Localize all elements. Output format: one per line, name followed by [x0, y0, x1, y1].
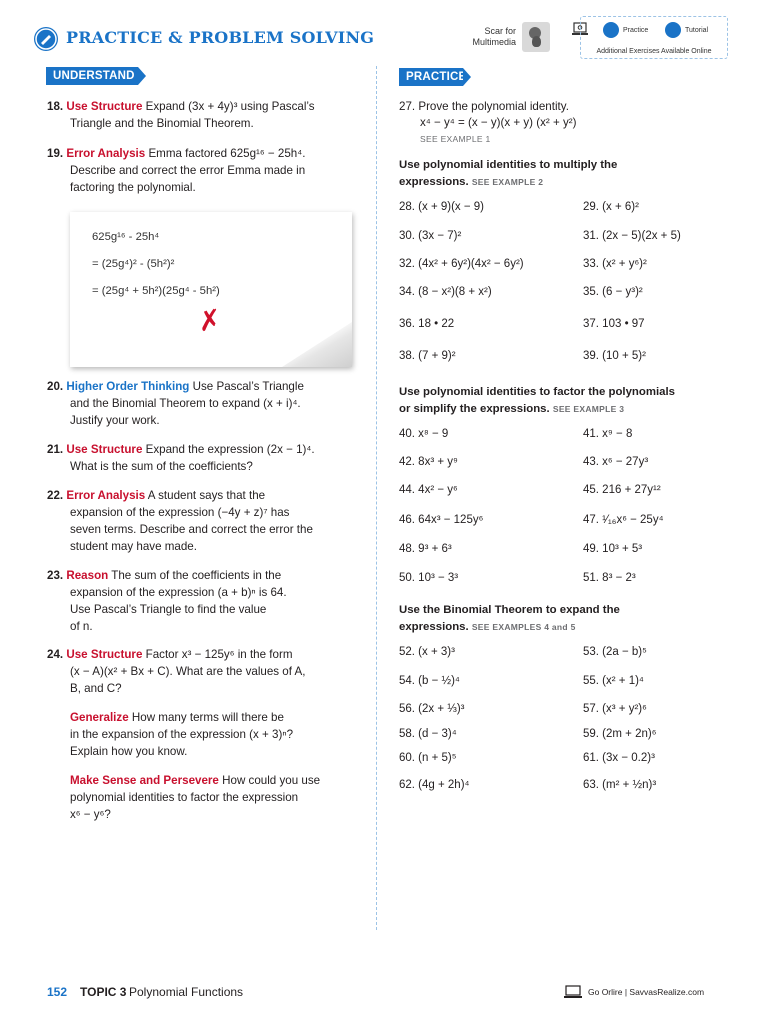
exercise-44: 44. 4x² − y⁶ [399, 484, 458, 496]
exercise-34: 34. (8 − x²)(8 + x²) [399, 286, 492, 298]
practice-icon [603, 22, 619, 38]
problem-23: 23. Reason The sum of the coefficients in the expansion of the expression (a + b)ⁿ is 64. Use Pascal’s Triangle to find the value of n. [47, 569, 287, 633]
exercise-47: 47. ¹⁄₁₆x⁶ − 25y⁴ [583, 514, 664, 526]
exercise-50: 50. 10³ − 3³ [399, 572, 459, 584]
exercise-55: 55. (x² + 1)⁴ [583, 675, 644, 687]
exercise-61: 61. (3x − 0.2)³ [583, 752, 655, 764]
exercise-54: 54. (b − ½)⁴ [399, 675, 460, 687]
online-resources-box [580, 16, 728, 59]
exercise-39: 39. (10 + 5)² [583, 350, 646, 362]
qr-scan-icon[interactable] [522, 22, 550, 52]
exercise-31: 31. (2x − 5)(2x + 5) [583, 230, 681, 242]
problem-27: 27. Prove the polynomial identity. x⁴ − y⁴ = (x − y)(x + y) (x² + y²) SEE EXAMPLE 1 [399, 100, 577, 144]
exercise-56: 56. (2x + ⅓)³ [399, 703, 465, 715]
additional-exercises-note: Additional Exercises Available Online [596, 48, 712, 55]
exercise-63: 63. (m² + ½n)³ [583, 779, 657, 791]
exercise-43: 43. x⁶ − 27y³ [583, 456, 649, 468]
exercise-58: 58. (d − 3)⁴ [399, 728, 457, 740]
go-online-link[interactable]: Go Orlire | SavvasRealize.com [588, 987, 705, 997]
exercise-60: 60. (n + 5)⁵ [399, 752, 457, 764]
exercise-37: 37. 103 • 97 [583, 318, 645, 330]
column-divider [376, 66, 377, 930]
laptop-icon [563, 985, 583, 999]
binomial-heading: Use the Binomial Theorem to expand the expressions. SEE EXAMPLES 4 and 5 [399, 604, 620, 633]
pencil-check-icon [34, 27, 58, 51]
problem-22: 22. Error Analysis A student says that the expansion of the expression (−4y + z)⁷ has seven terms. Describe and correct the error the student may have made. [47, 489, 313, 553]
exercise-53: 53. (2a − b)⁵ [583, 646, 647, 658]
red-x-mark: ✗ [195, 303, 224, 338]
topic-title: Polynomial Functions [129, 985, 244, 999]
exercise-51: 51. 8³ − 2³ [583, 572, 636, 584]
page-number: 152 [47, 985, 68, 999]
exercise-49: 49. 10³ + 5³ [583, 543, 643, 555]
exercise-32: 32. (4x² + 6y²)(4x² − 6y²) [399, 258, 524, 270]
multiply-exercises [399, 199, 739, 369]
problem-19: 19. Error Analysis Emma factored 625g¹⁶ − 25h⁴. Describe and correct the error Emma made in factoring the polynomial. [47, 147, 306, 194]
section-title: PRACTICE & PROBLEM SOLVING [66, 28, 375, 47]
exercise-52: 52. (x + 3)³ [399, 646, 455, 658]
exercise-30: 30. (3x − 7)² [399, 230, 462, 242]
exercise-33: 33. (x² + y⁶)² [583, 258, 647, 270]
exercise-40: 40. x⁸ − 9 [399, 428, 449, 440]
exercise-48: 48. 9³ + 6³ [399, 543, 452, 555]
problem-make-sense: Make Sense and Persevere How could you use polynomial identities to factor the expression x⁶ − y⁶? [70, 774, 321, 821]
problem-generalize: Generalize How many terms will there be in the expansion of the expression (x + 3)ⁿ? Explain how you know. [70, 711, 294, 758]
practice-banner: PRACTICE [399, 68, 463, 86]
problem-24: 24. Use Structure Factor x³ − 125y⁶ in the form (x − A)(x² + Bx + C). What are the values of A, B, and C? [47, 648, 306, 695]
exercise-36: 36. 18 • 22 [399, 318, 455, 330]
exercise-28: 28. (x + 9)(x − 9) [399, 201, 485, 213]
scan-for-multimedia: Scar for Multimedia [472, 26, 516, 47]
exercise-62: 62. (4g + 2h)⁴ [399, 779, 470, 791]
exercise-38: 38. (7 + 9)² [399, 350, 456, 362]
binomial-exercises [399, 644, 739, 814]
exercise-35: 35. (6 − y³)² [583, 286, 643, 298]
problem-20: 20. Higher Order Thinking Use Pascal’s Triangle and the Binomial Theorem to expand (x + i)⁴. Justify your work. [47, 380, 304, 427]
exercise-41: 41. x⁹ − 8 [583, 428, 633, 440]
exercise-57: 57. (x³ + y²)⁶ [583, 703, 647, 715]
emma-work-note: 625g¹⁶ - 25h⁴ = (25g⁴)² - (5h²)² = (25g⁴ + 5h²)(25g⁴ - 5h²) ✗ [70, 212, 352, 367]
factor-heading: Use polynomial identities to factor the polynomials or simplify the expressions. SEE EXAMPLE 3 [399, 386, 675, 415]
problem-18: 18. Use Structure Expand (3x + 4y)³ using Pascal’s Triangle and the Binomial Theorem. [47, 100, 315, 130]
power-icon [665, 22, 681, 38]
multiply-heading: Use polynomial identities to multiply the expressions. SEE EXAMPLE 2 [399, 159, 618, 188]
tutorial-link[interactable]: Tutorial [665, 22, 708, 38]
factor-exercises [399, 426, 739, 596]
topic-label: TOPIC 3 [80, 985, 127, 999]
problem-21: 21. Use Structure Expand the expression (2x − 1)⁴. What is the sum of the coefficients? [47, 443, 315, 473]
exercise-42: 42. 8x³ + y⁹ [399, 456, 458, 468]
exercise-46: 46. 64x³ − 125y⁶ [399, 514, 484, 526]
understand-banner: UNDERSTAND [46, 67, 138, 85]
exercise-29: 29. (x + 6)² [583, 201, 639, 213]
exercise-59: 59. (2m + 2n)⁶ [583, 728, 657, 740]
practice-link[interactable]: Practice [603, 22, 648, 38]
exercise-45: 45. 216 + 27y¹² [583, 484, 661, 496]
